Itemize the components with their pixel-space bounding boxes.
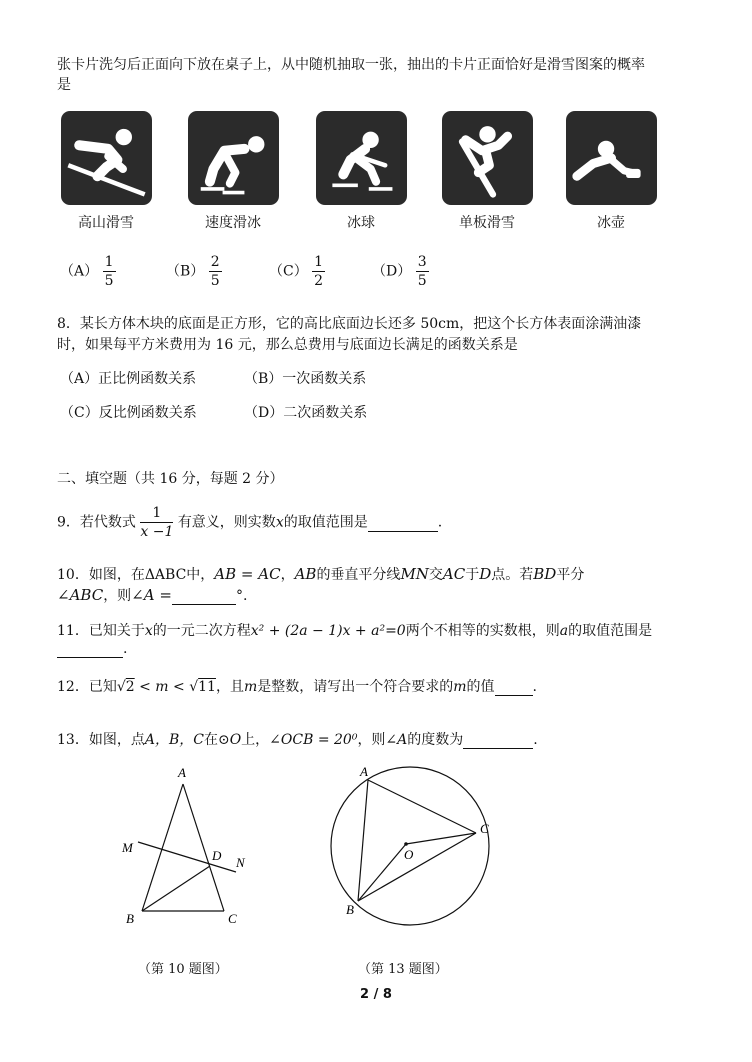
figure-10-caption: （第 10 题图） <box>138 962 228 977</box>
snowboarding-icon <box>442 111 533 205</box>
pictogram-label-alpine-skiing: 高山滑雪 <box>78 215 134 231</box>
fig13-label-a: A <box>360 764 368 779</box>
q7-option-a[interactable]: （A） $\frac{1}{5}$ <box>60 254 114 289</box>
q8-option-a[interactable]: （A）正比例函数关系 <box>60 371 197 387</box>
q13-answer-blank[interactable] <box>463 732 533 749</box>
q7-option-d[interactable]: （D） $\frac{3}{5}$ <box>372 254 427 289</box>
fig10-label-c: C <box>228 911 237 926</box>
q12: 12．已知√2 < m < √11，且m是整数，请写出一个符合要求的m的值 . <box>57 679 537 695</box>
q8-line1: 8．某长方体木块的底面是正方形，它的高比底面边长还多 50cm，把这个长方体表面涂满油漆 <box>57 316 642 332</box>
q8-option-b[interactable]: （B）一次函数关系 <box>244 371 367 387</box>
q10-line2: ∠ABC，则∠A = °. <box>57 586 248 604</box>
q7-option-c[interactable]: （C） $\frac{1}{2}$ <box>269 254 324 289</box>
pictogram-label-curling: 冰壶 <box>597 215 625 231</box>
q7-stem-line2: 是 <box>57 77 71 93</box>
q11-line2: . <box>57 641 127 658</box>
speed-skating-icon <box>188 111 279 205</box>
fig13-label-c: C <box>480 821 489 836</box>
fig13-segment-ab <box>358 780 368 901</box>
q13: 13．如图，点A，B，C在⊙O上，∠OCB = 20⁰，则∠A的度数为 . <box>57 732 538 748</box>
fig13-label-b: B <box>346 902 354 917</box>
fig13-circle-o <box>331 767 489 925</box>
q7-option-b[interactable]: （B） $\frac{2}{5}$ <box>166 254 220 289</box>
fig13-label-o: O <box>404 847 414 862</box>
fig10-label-b: B <box>126 911 134 926</box>
fig10-label-n: N <box>236 855 245 870</box>
pictogram-label-snowboarding: 单板滑雪 <box>459 215 515 231</box>
q9-answer-blank[interactable] <box>368 515 438 533</box>
section-title: 二、填空题（共 16 分，每题 2 分） <box>57 471 284 487</box>
fig13-segment-ac <box>368 780 476 833</box>
figure-13 <box>320 760 500 930</box>
fig10-side-ab <box>142 784 183 911</box>
ice-hockey-icon <box>316 111 407 205</box>
curling-icon <box>566 111 657 205</box>
fig13-segment-ob <box>358 844 406 901</box>
q10-answer-blank[interactable] <box>172 588 236 605</box>
pictogram-label-ice-hockey: 冰球 <box>347 215 375 231</box>
pictogram-label-speed-skating: 速度滑冰 <box>205 215 261 231</box>
q11-answer-blank[interactable] <box>57 641 123 658</box>
alpine-skiing-icon <box>61 111 152 205</box>
fig13-segment-bc <box>358 833 476 901</box>
q12-answer-blank[interactable] <box>495 679 533 696</box>
q7-stem-line1: 张卡片洗匀后正面向下放在桌子上，从中随机抽取一张，抽出的卡片正面恰好是滑雪图案的概率 <box>57 57 645 73</box>
fig13-center-point <box>404 842 408 846</box>
page-number: 2 / 8 <box>360 987 392 1002</box>
q10-line1: 10．如图，在ΔABC中，AB = AC，AB的垂直平分线MN交AC于D点。若BD平分 <box>57 565 585 583</box>
q8-option-d[interactable]: （D）二次函数关系 <box>244 405 368 421</box>
q8-option-c[interactable]: （C）反比例函数关系 <box>60 405 197 421</box>
q11-line1: 11．已知关于x的一元二次方程x² + (2a − 1)x + a²=0两个不相等的实数根，则a的取值范围是 <box>57 623 653 639</box>
fig10-segment-bd <box>142 866 210 911</box>
q8-line2: 时，如果每平方米费用为 16 元，那么总费用与底面边长满足的函数关系是 <box>57 337 518 353</box>
fig10-label-d: D <box>212 848 222 863</box>
fig10-label-a: A <box>178 765 186 780</box>
fig10-label-m: M <box>122 840 133 855</box>
figure-13-caption: （第 13 题图） <box>358 962 448 977</box>
q9: 9．若代数式 $\frac{1}{x -1}$ 有意义，则实数x的取值范围是 . <box>57 505 443 540</box>
figure-10 <box>100 760 270 930</box>
